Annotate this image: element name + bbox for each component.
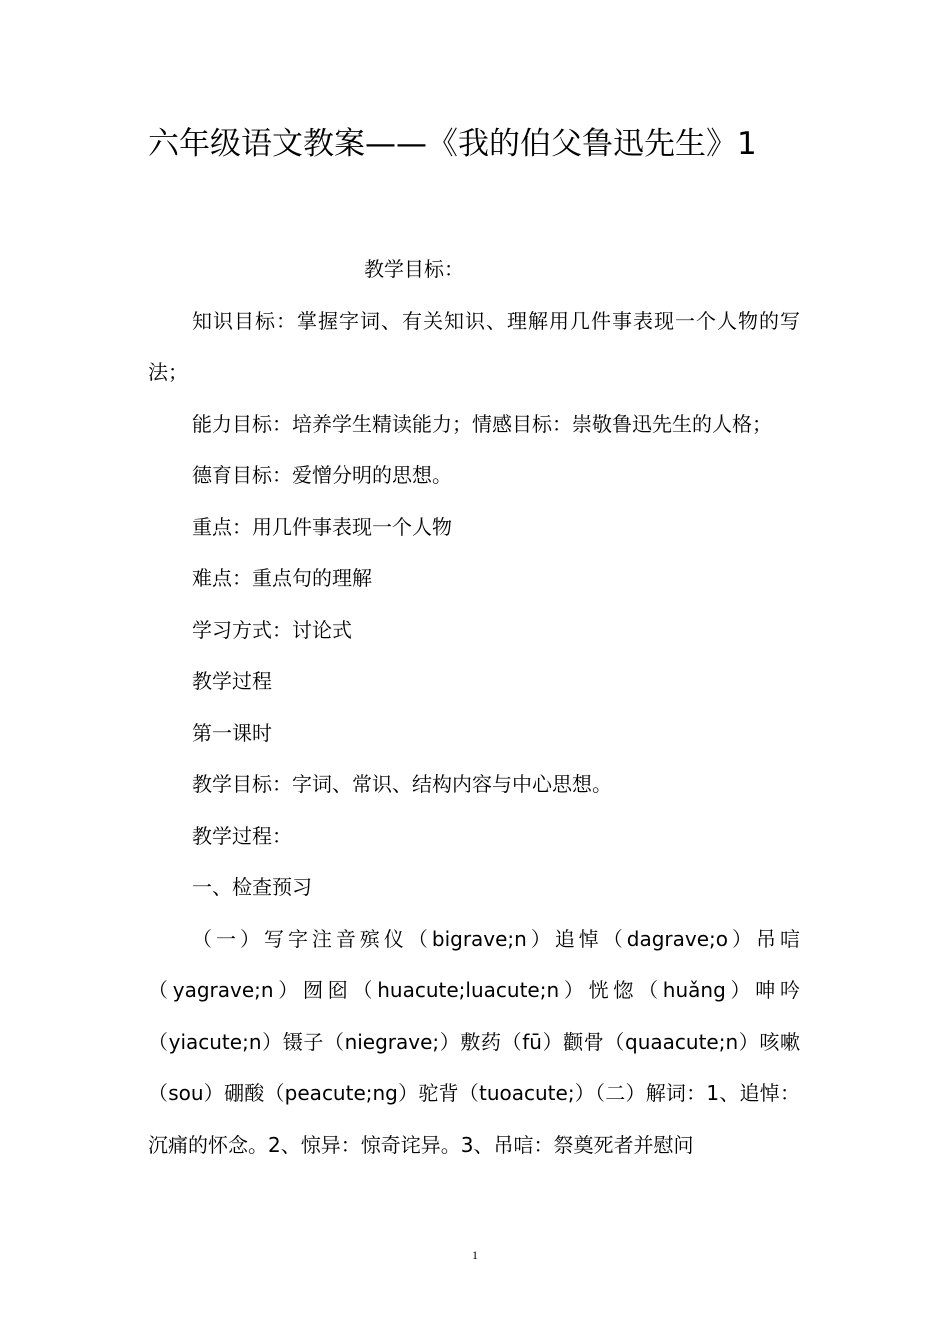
page-number: 1 [472, 1248, 478, 1262]
paragraph-check-preview: 一、检查预习 [192, 875, 312, 899]
document-body [148, 244, 800, 1171]
document-title: 六年级语文教案——《我的伯父鲁迅先生》1 [148, 126, 757, 162]
paragraph-knowledge-goal: 知识目标：掌握字词、有关知识、理解用几件事表现一个人物的写法； [148, 308, 800, 384]
paragraph-vocabulary: （一）写字注音殡仪（bigrave;n）追悼（dagrave;o）吊唁（yagrave;n）囫囵（huacute;luacute;n）恍惚（huǎng）呻吟（yiacute;n）镊子（niegrave;）敷药（fū）颧骨（quaacute;n）咳嗽（sou）硼酸（peacute;ng）驼背（tuoacute;）（二）解词：1、追悼：沉痛的怀念。2、惊异：惊奇诧异。3、吊唁：祭奠死者并慰问 [148, 926, 800, 1157]
paragraph-lesson-goal: 教学目标：字词、常识、结构内容与中心思想。 [192, 772, 612, 796]
paragraph-teaching-process: 教学过程 [192, 669, 272, 693]
paragraph-key-point: 重点：用几件事表现一个人物 [192, 514, 452, 539]
paragraph-first-lesson: 第一课时 [192, 720, 272, 745]
paragraph-ability-goal: 能力目标：培养学生精读能力；情感目标：崇敬鲁迅先生的人格； [192, 411, 772, 436]
paragraph-moral-goal: 德育目标：爱憎分明的思想。 [192, 463, 452, 487]
paragraph-process-heading: 教学过程： [192, 823, 292, 848]
section-heading-teaching-goals: 教学目标： [364, 257, 464, 281]
paragraph-difficulty: 难点：重点句的理解 [192, 566, 372, 590]
paragraph-learning-method: 学习方式：讨论式 [192, 617, 352, 642]
